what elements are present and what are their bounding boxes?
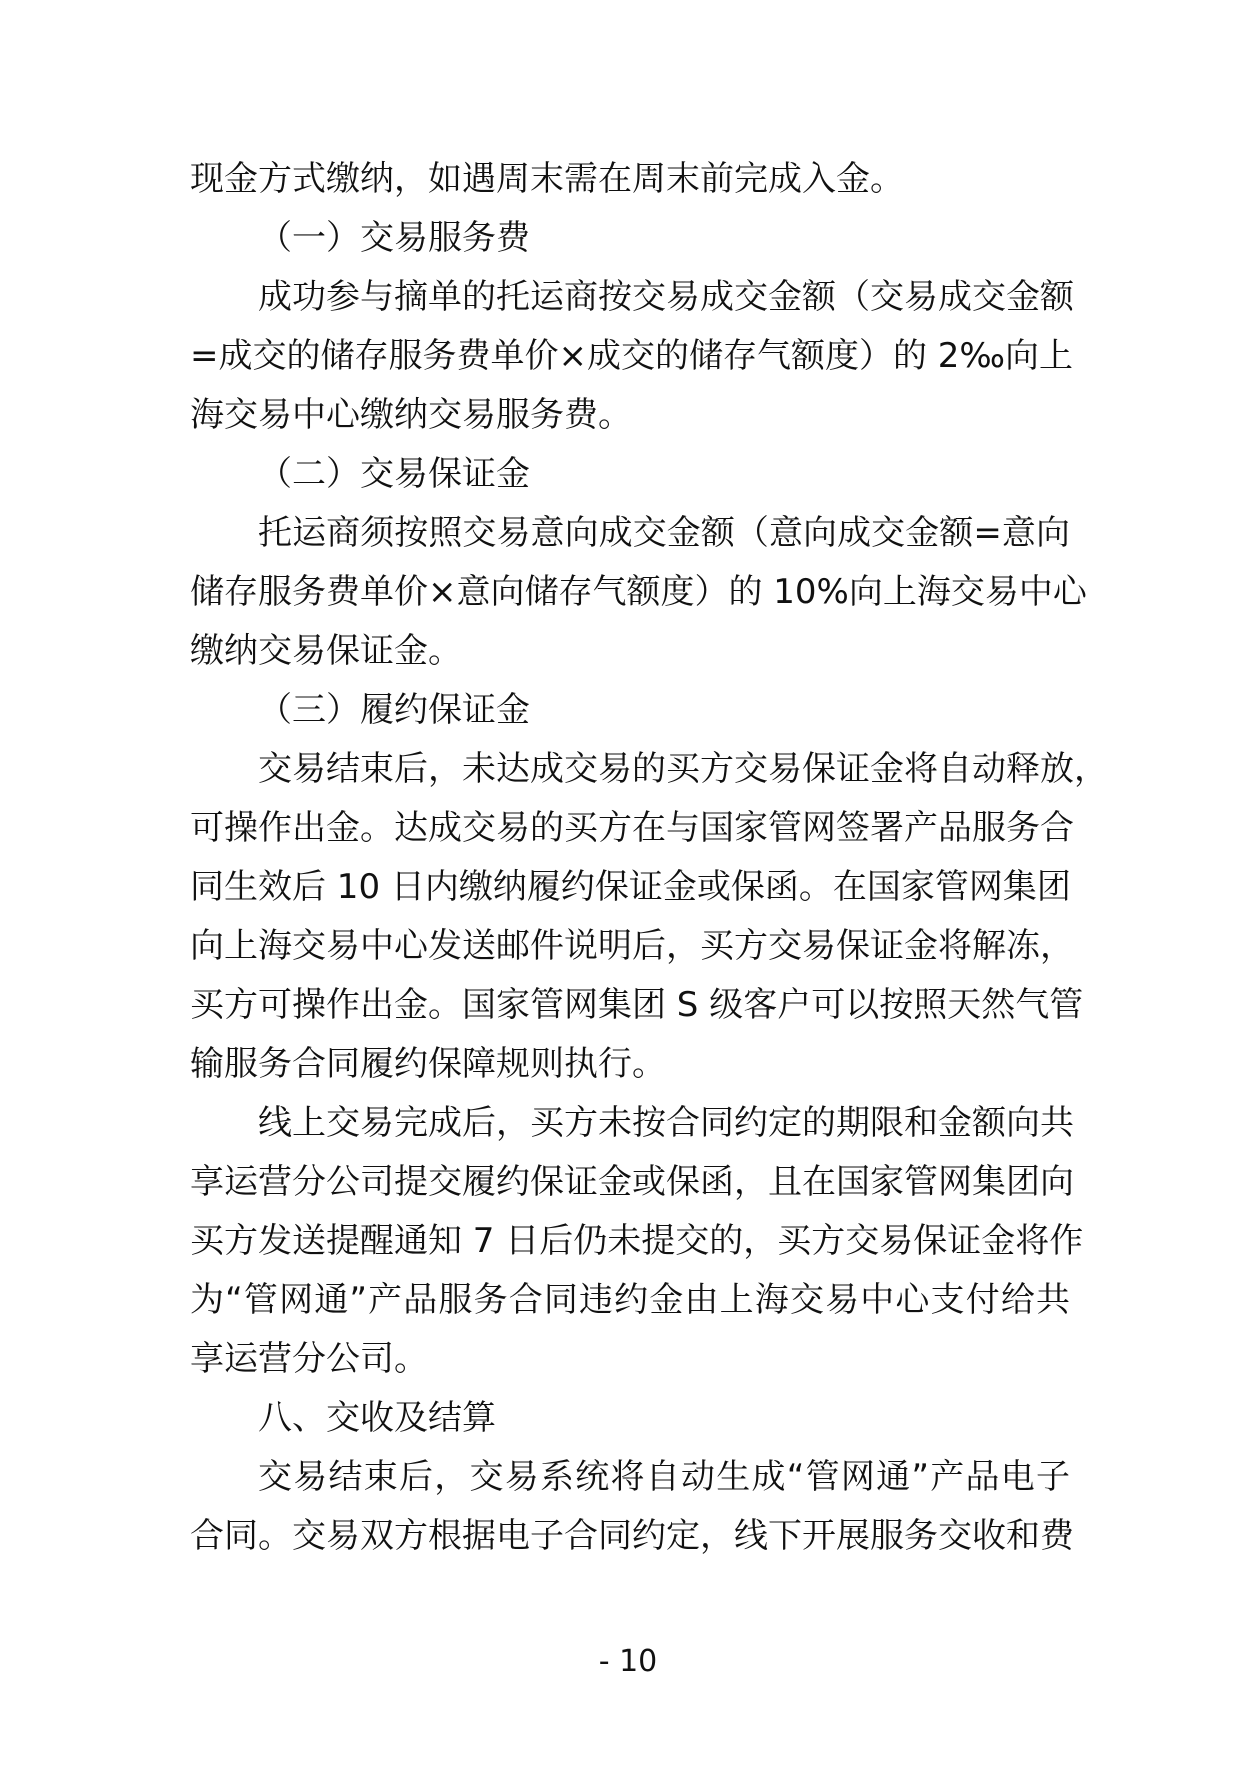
paragraph-line: 交易结束后，未达成交易的买方交易保证金将自动释放， [258, 749, 1108, 789]
paragraph-line: 现金方式缴纳，如遇周末需在周末前完成入金。 [190, 159, 904, 199]
paragraph-line: 可操作出金。达成交易的买方在与国家管网签署产品服务合 [190, 808, 1074, 848]
paragraph-line: 向上海交易中心发送邮件说明后，买方交易保证金将解冻， [190, 926, 1074, 966]
paragraph-line: 享运营分公司提交履约保证金或保函，且在国家管网集团向 [190, 1162, 1074, 1202]
paragraph-line: 为“管网通”产品服务合同违约金由上海交易中心支付给共 [190, 1280, 1070, 1320]
paragraph-line: 输服务合同履约保障规则执行。 [190, 1044, 666, 1084]
paragraph-line: 享运营分公司。 [190, 1339, 428, 1379]
section-heading: （二）交易保证金 [258, 454, 530, 494]
section-heading: 八、交收及结算 [258, 1398, 496, 1438]
paragraph-line: 买方发送提醒通知 7 日后仍未提交的，买方交易保证金将作 [190, 1221, 1084, 1261]
paragraph-line: 同生效后 10 日内缴纳履约保证金或保函。在国家管网集团 [190, 867, 1071, 907]
paragraph-line: 成功参与摘单的托运商按交易成交金额（交易成交金额 [258, 277, 1074, 317]
paragraph-line: 线上交易完成后，买方未按合同约定的期限和金额向共 [258, 1103, 1074, 1143]
paragraph-line: 合同。交易双方根据电子合同约定，线下开展服务交收和费 [190, 1516, 1074, 1556]
paragraph-line: 缴纳交易保证金。 [190, 631, 462, 671]
paragraph-line: 交易结束后，交易系统将自动生成“管网通”产品电子 [258, 1457, 1070, 1497]
paragraph-line: 托运商须按照交易意向成交金额（意向成交金额=意向 [258, 513, 1070, 553]
paragraph-line: =成交的储存服务费单价×成交的储存气额度）的 2‰向上 [190, 336, 1074, 376]
section-heading: （一）交易服务费 [258, 218, 530, 258]
paragraph-line: 储存服务费单价×意向储存气额度）的 10%向上海交易中心 [190, 572, 1087, 612]
section-heading: （三）履约保证金 [258, 690, 530, 730]
paragraph-line: 买方可操作出金。国家管网集团 S 级客户可以按照天然气管 [190, 985, 1084, 1025]
page-number: - 10 [598, 1644, 658, 1679]
document-body [190, 150, 1108, 1566]
paragraph-line: 海交易中心缴纳交易服务费。 [190, 395, 632, 435]
